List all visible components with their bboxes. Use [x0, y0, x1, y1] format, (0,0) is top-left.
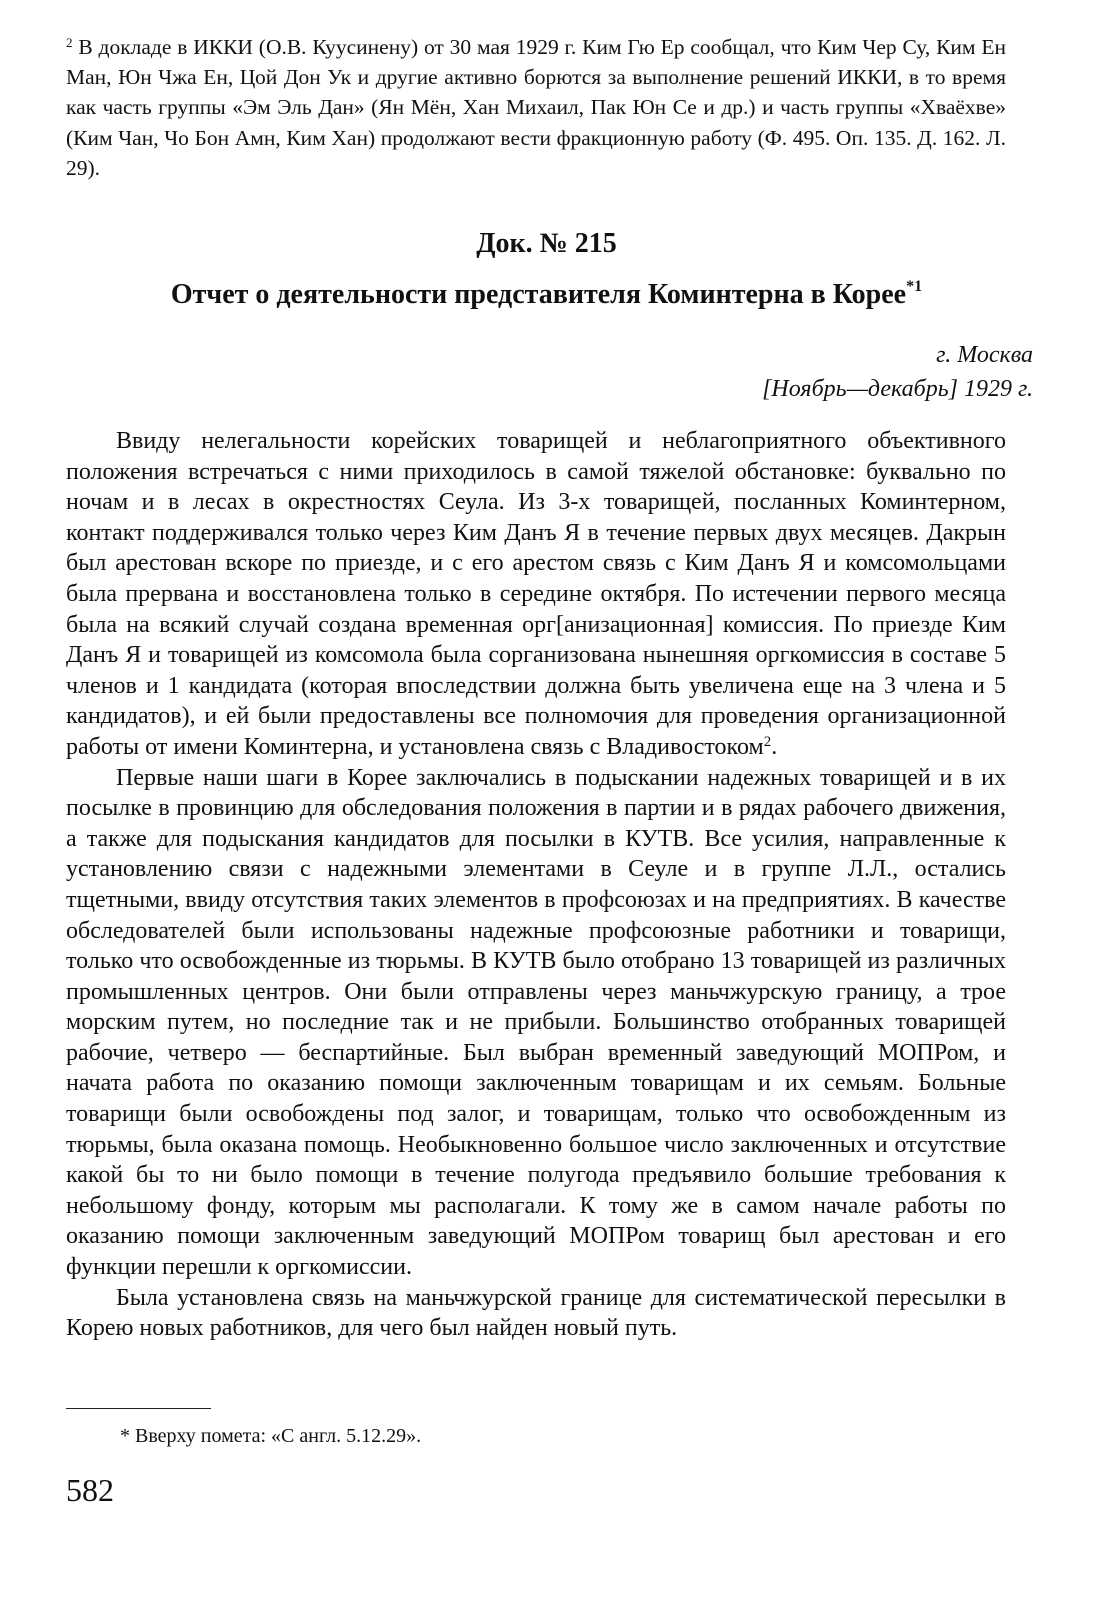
document-title: [0, 277, 1093, 313]
footnote-marker: 2: [66, 35, 73, 50]
footnote-divider: [66, 1408, 211, 1409]
date: [Ноябрь—декабрь] 1929 г.: [762, 376, 1033, 402]
footnote-ref: 2: [763, 733, 772, 750]
footnote-marker: *: [120, 1425, 130, 1447]
paragraph-end: .: [771, 733, 778, 760]
paragraph: [66, 426, 1006, 763]
top-footnote: [66, 32, 1006, 183]
paragraph-text: Ввиду нелегальности корейских товарищей и неблагоприятного объективного положения встречаться с ними приходилось в самой тяжелой обстановке: буквально по ночам и в лесах в окрестностях Сеула. Из 3-х товарищей, посланных Коминтерном, контакт поддерживался только через Ким Данъ Я в течение первых двух месяцев. Дакрын был арестован вскоре по приезде, и с его арестом связь с Ким Данъ Я и комсомольцами была прервана и восстановлена только в середине октября. По истечении первого месяца была на всякий случай создана временная орг[анизационная] комиссия. По приезде Ким Данъ Я и товарищей из комсомола была сорганизована нынешняя оргкомиссия в составе 5 членов и 1 кандидата (которая впоследствии должна быть увеличена еще на 3 члена и 5 кандидатов), и ей были предоставлены все полномочия для проведения организационной работы от имени Коминтерна, и установлена связь с Владивостоком: [66, 428, 1006, 760]
document-number: Док. № 215: [476, 228, 617, 259]
paragraph: Была установлена связь на маньчжурской границе для систематической пересылки в Корею новых работников, для чего был найден новый путь.: [66, 1284, 1006, 1342]
paragraph: Первые наши шаги в Корее заключались в подыскании надежных товарищей и в их посылке в провинцию для обследования положения в партии и в рядах рабочего движения, а также для подыскания кандидатов для посылки в КУТВ. Все усилия, направленные к установлению связи с надежными элементами в Сеуле и в группе Л.Л., остались тщетными, ввиду отсутствия таких элементов в профсоюзах и на предприятиях. В качестве обследователей были использованы надежные профсоюзные работники и товарищи, только что освобожденные из тюрьмы. В КУТВ было отобрано 13 товарищей из различных промышленных центров. Они были отправлены через маньчжурскую границу, а трое морским путем, но последние так и не прибыли. Большинство отобранных товарищей рабочие, четверо — беспартийные. Был выбран временный заведующий МОПРом, и начата работа по оказанию помощи заключенным товарищам и их семьям. Больные товарищи были освобождены под залог, и товарищам, только что освобожденным из тюрьмы, была оказана помощь. Необыкновенно большое число заключенных и отсутствие какой бы то ни было помощи в течение полугода предъявило большие требования к небольшому фонду, которым мы располагали. К тому же в самом начале работы по оказанию помощи заключенным заведующий МОПРом товарищ был арестован и его функции перешли к оргкомиссии.: [66, 764, 1006, 1281]
title-text: Отчет о деятельности представителя Коминтерна в Корее: [170, 279, 907, 310]
document-body: [66, 426, 1006, 1344]
page-number: 582: [66, 1472, 114, 1508]
place-and-date: [762, 338, 1033, 406]
footnote-text: Вверху помета: «С англ. 5.12.29».: [135, 1425, 422, 1447]
footnote-text: В докладе в ИККИ (О.В. Куусинену) от 30 мая 1929 г. Ким Гю Ер сообщал, что Ким Чер Су, Ким Ен Ман, Юн Чжа Ен, Цой Дон Ук и другие активно борются за выполнение решений ИККИ, в то время как часть группы «Эм Эль Дан» (Ян Мён, Хан Михаил, Пак Юн Се и др.) и часть группы «Хваёхве» (Ким Чан, Чо Бон Амн, Ким Хан) продолжают вести фракционную работу (Ф. 495. Оп. 135. Д. 162. Л. 29).: [66, 35, 1007, 180]
bottom-footnote: [120, 1422, 421, 1450]
place: г. Москва: [936, 342, 1033, 368]
title-marker: *1: [906, 278, 923, 295]
